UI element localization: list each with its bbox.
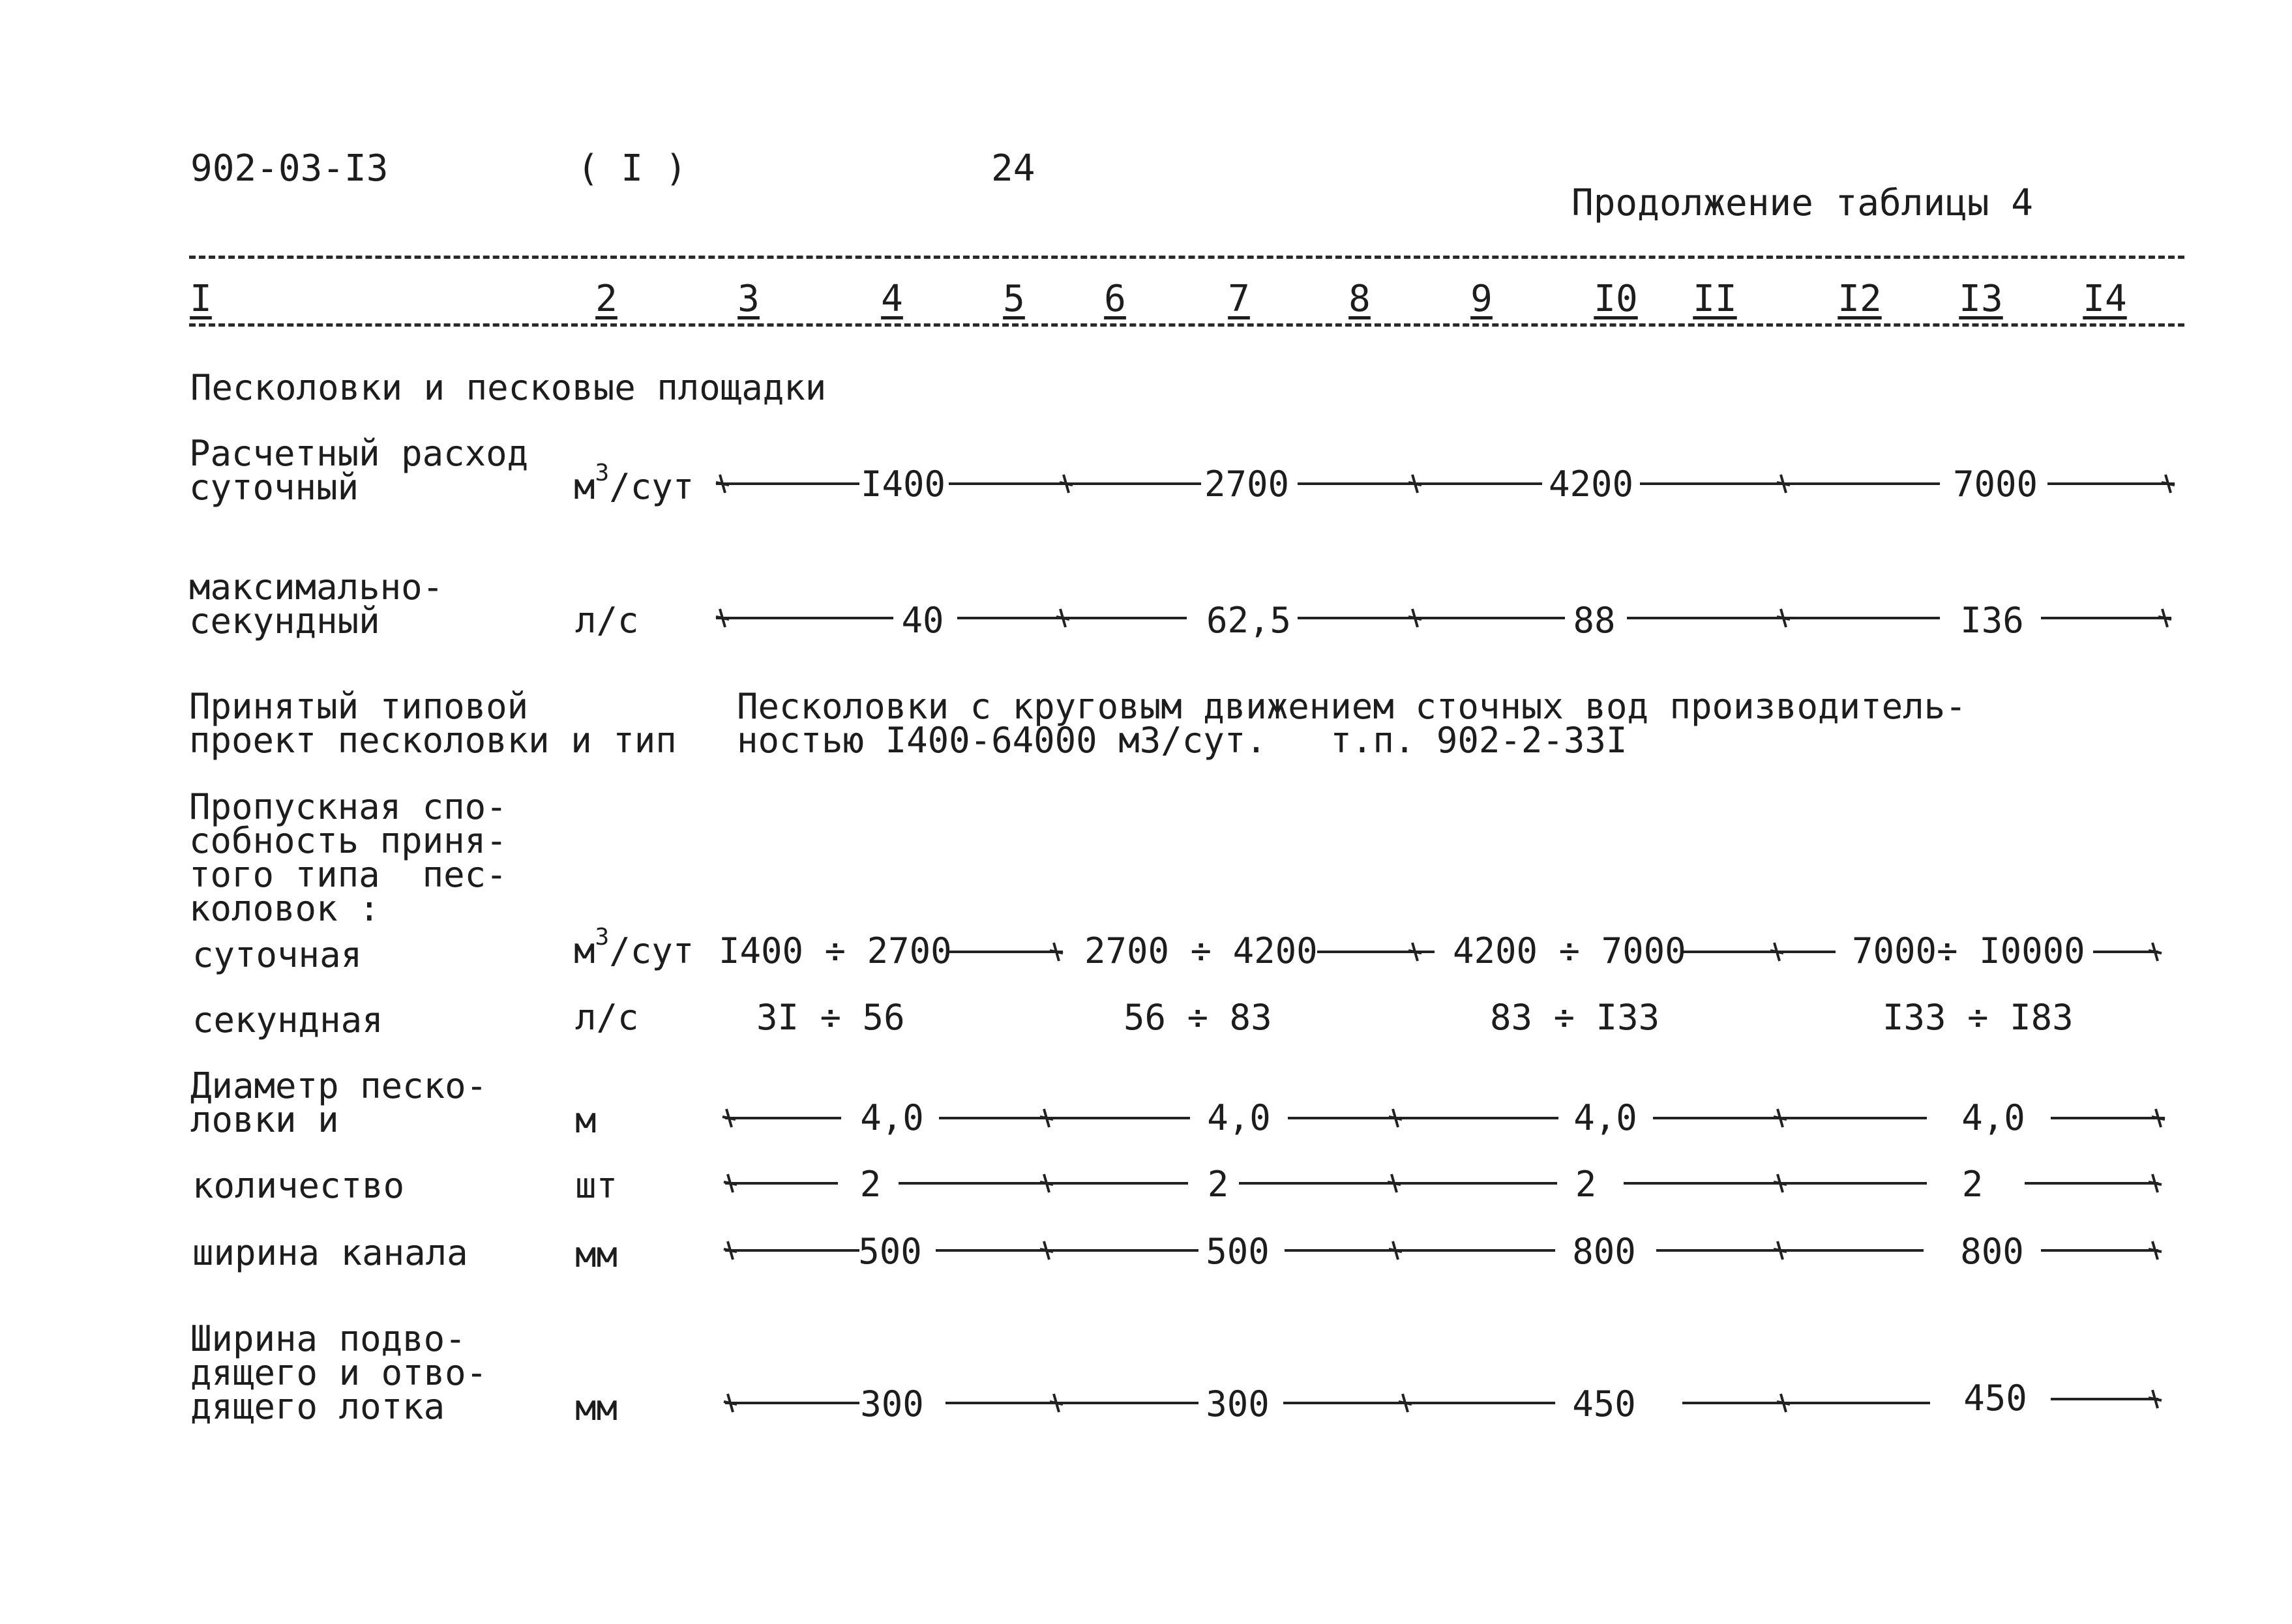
value-diameter-2: 4,0 xyxy=(1207,1097,1271,1138)
span-tick xyxy=(724,1394,737,1412)
column-number: 8 xyxy=(1348,278,1371,320)
span-tick xyxy=(2149,1390,2162,1408)
value-cap-second-1: 3I ÷ 56 xyxy=(756,997,905,1038)
span-tick xyxy=(1389,1109,1402,1127)
value-channel-width-3: 800 xyxy=(1572,1231,1636,1272)
column-number: 3 xyxy=(737,278,760,320)
row-label-diameter: Диаметр песко- ловки и xyxy=(190,1065,488,1140)
row-label-capacity: Пропускная спо- собность приня- того типа пес- коловок : xyxy=(189,786,507,929)
span-tick xyxy=(716,475,729,493)
span-tick xyxy=(1774,1109,1787,1127)
value-tray-width-4: 450 xyxy=(1963,1378,2027,1419)
unit-max-second: л/с xyxy=(575,600,639,641)
unit-cap-second: л/с xyxy=(575,997,639,1038)
value-cap-second-2: 56 ÷ 83 xyxy=(1124,997,1272,1038)
unit-tray-width: мм xyxy=(575,1387,618,1428)
span-tick xyxy=(724,1241,737,1260)
value-channel-width-1: 500 xyxy=(858,1231,922,1272)
value-cap-daily-4: 7000÷ I0000 xyxy=(1852,930,2085,971)
value-diameter-3: 4,0 xyxy=(1573,1097,1637,1138)
column-number: 4 xyxy=(881,278,903,320)
part-number: ( I ) xyxy=(577,147,687,190)
span-tick xyxy=(1050,1394,1063,1412)
row-label-tray-width: Ширина подво- дящего и отво- дящего лотка xyxy=(190,1318,488,1427)
row-label-daily-flow: Расчетный расход суточный xyxy=(189,433,529,508)
value-daily-flow-1: I400 xyxy=(860,464,946,505)
span-tick xyxy=(1060,475,1073,493)
column-number: 2 xyxy=(595,278,618,320)
span-tick xyxy=(1777,609,1790,627)
span-tick xyxy=(1050,943,1063,961)
span-tick xyxy=(1040,1109,1053,1127)
value-tray-width-2: 300 xyxy=(1206,1383,1270,1425)
value-quantity-4: 2 xyxy=(1961,1164,1984,1205)
value-cap-second-4: I33 ÷ I83 xyxy=(1883,997,2074,1038)
unit-cap-daily: $м^3$/сут xyxy=(574,924,694,971)
span-tick xyxy=(1389,1241,1402,1260)
row-label-type-project: Принятый типовой проект песколовки и тип xyxy=(189,686,677,761)
value-cap-daily-1: I400 ÷ 2700 xyxy=(719,930,952,971)
value-tray-width-1: 300 xyxy=(860,1383,924,1425)
span-tick xyxy=(1408,609,1421,627)
value-tray-width-3: 450 xyxy=(1572,1383,1636,1425)
value-diameter-4: 4,0 xyxy=(1961,1097,2025,1138)
unit-channel-width: мм xyxy=(575,1234,618,1275)
value-channel-width-4: 800 xyxy=(1960,1231,2024,1272)
column-number: I4 xyxy=(2083,278,2127,320)
span-tick xyxy=(2158,609,2171,627)
row-label-cap-daily: суточная xyxy=(192,934,363,975)
value-cap-daily-2: 2700 ÷ 4200 xyxy=(1084,930,1318,971)
row-label-quantity: количество xyxy=(192,1165,405,1206)
value-cap-second-3: 83 ÷ I33 xyxy=(1490,997,1660,1038)
span-tick xyxy=(1388,1174,1401,1192)
column-number: I0 xyxy=(1594,278,1638,320)
column-number: I2 xyxy=(1838,278,1882,320)
span-tick xyxy=(1777,475,1790,493)
span-tick xyxy=(2152,1109,2165,1127)
span-tick xyxy=(1040,1174,1053,1192)
column-number: 7 xyxy=(1228,278,1250,320)
type-project-description: Песколовки с круговым движением сточных вод производитель- ностью I400-64000 м3/сут. т.п. 902-2-33I xyxy=(737,686,1967,761)
column-number: I3 xyxy=(1959,278,2003,320)
value-quantity-2: 2 xyxy=(1207,1164,1229,1205)
span-tick xyxy=(2149,943,2162,961)
section-title: Песколовки и песковые площадки xyxy=(190,367,827,408)
unit-daily-flow: $м^3$/сут xyxy=(574,460,694,507)
column-number: 9 xyxy=(1470,278,1493,320)
span-tick xyxy=(1408,475,1421,493)
value-max-second-3: 88 xyxy=(1573,600,1616,641)
column-number: 6 xyxy=(1104,278,1126,320)
value-max-second-4: I36 xyxy=(1960,600,2024,641)
span-tick xyxy=(1774,1174,1787,1192)
span-tick xyxy=(2162,475,2175,493)
value-max-second-1: 40 xyxy=(901,600,944,641)
value-quantity-1: 2 xyxy=(859,1164,882,1205)
span-tick xyxy=(1056,609,1069,627)
span-tick xyxy=(1777,1394,1790,1412)
page-number: 24 xyxy=(991,147,1035,190)
table-continuation-title: Продолжение таблицы 4 xyxy=(1571,182,2034,224)
doc-code: 902-03-I3 xyxy=(190,147,389,190)
span-tick xyxy=(1770,943,1783,961)
span-tick xyxy=(722,1109,736,1127)
span-tick xyxy=(1040,1241,1053,1260)
value-diameter-1: 4,0 xyxy=(860,1097,924,1138)
span-tick xyxy=(1399,1394,1412,1412)
span-tick xyxy=(2149,1241,2162,1260)
value-max-second-2: 62,5 xyxy=(1206,600,1292,641)
value-cap-daily-3: 4200 ÷ 7000 xyxy=(1453,930,1686,971)
row-label-max-second: максимально- секундный xyxy=(189,567,444,642)
unit-quantity: шт xyxy=(575,1165,618,1206)
value-daily-flow-4: 7000 xyxy=(1952,464,2038,505)
value-daily-flow-3: 4200 xyxy=(1548,464,1634,505)
column-number: II xyxy=(1693,278,1737,320)
span-tick xyxy=(724,1174,737,1192)
span-tick xyxy=(1408,943,1421,961)
span-tick xyxy=(2149,1174,2162,1192)
value-channel-width-2: 500 xyxy=(1206,1231,1270,1272)
row-label-channel-width: ширина канала xyxy=(192,1232,468,1273)
span-tick xyxy=(716,609,729,627)
value-quantity-3: 2 xyxy=(1575,1164,1597,1205)
row-label-cap-second: секундная xyxy=(192,999,383,1041)
column-number: I xyxy=(190,278,212,320)
span-tick xyxy=(1774,1241,1787,1260)
value-daily-flow-2: 2700 xyxy=(1204,464,1290,505)
unit-diameter: м xyxy=(575,1100,597,1141)
column-number: 5 xyxy=(1003,278,1025,320)
